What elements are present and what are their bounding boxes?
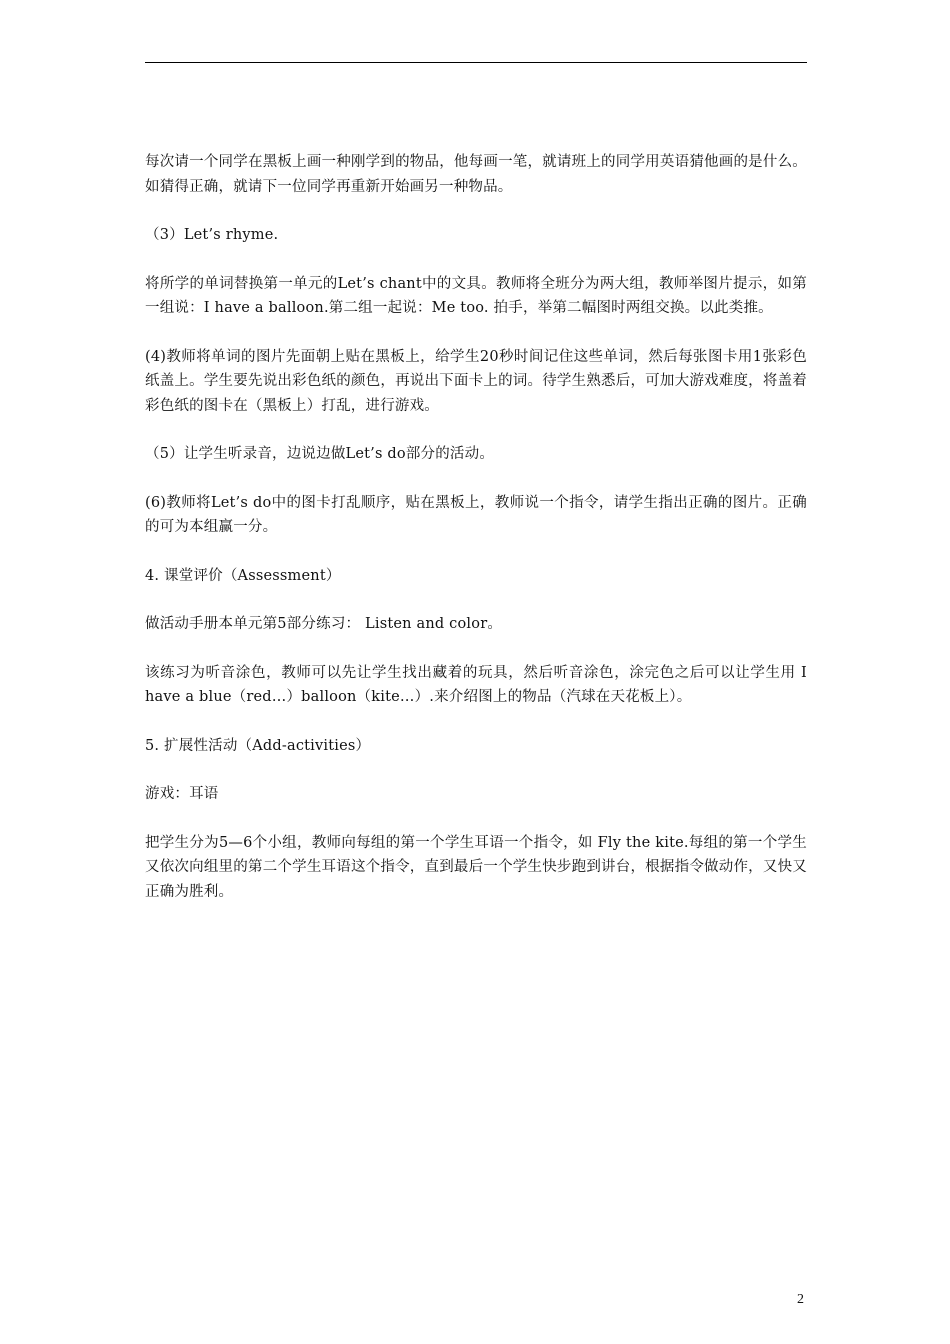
paragraph-listen-and-do: （5）让学生听录音，边说边做Let’s do部分的活动。 [145,446,495,462]
paragraph-lets-rhyme-heading: （3）Let’s rhyme. [145,227,279,243]
section-heading-add-activities: 5. 扩展性活动（Add-activities） [145,737,371,754]
header-rule [145,62,807,63]
paragraph-chant-activity: 将所学的单词替换第一单元的Let’s chant中的文具。教师将全班分为两大组，教师举图片提示，如第一组说：I have a balloon.第二组一起说：Me too. 拍手，举第二幅图时两组交换。以此类推。 [145,275,807,316]
paragraph-whisper-game-rules: 把学生分为5—6个小组，教师向每组的第一个学生耳语一个指令，如 Fly the kite.每组的第一个学生又依次向组里的第二个学生耳语这个指令，直到最后一个学生快步跑到讲台，根据指令做动作，又快又正确为胜利。 [145,834,807,900]
page-number: 2 [797,1292,804,1307]
section-heading-assessment: 4. 课堂评价（Assessment） [145,567,341,584]
paragraph-workbook-exercise: 做活动手册本单元第5部分练习： Listen and color。 [145,616,503,632]
paragraph-drawing-game: 每次请一个同学在黑板上画一种刚学到的物品，他每画一笔，就请班上的同学用英语猜他画的是什么。如猜得正确，就请下一位同学再重新开始画另一种物品。 [145,154,807,195]
paragraph-picture-order-game: (6)教师将Let’s do中的图卡打乱顺序，贴在黑板上，教师说一个指令，请学生指出正确的图片。正确的可为本组赢一分。 [145,494,807,535]
paragraph-whisper-game-title: 游戏：耳语 [145,786,219,802]
paragraph-color-card-game: (4)教师将单词的图片先面朝上贴在黑板上，给学生20秒时间记住这些单词，然后每张图卡用1张彩色纸盖上。学生要先说出彩色纸的颜色，再说出下面卡上的词。待学生熟悉后，可加大游戏难度，将盖着彩色纸的图卡在（黑板上）打乱，进行游戏。 [145,348,807,414]
paragraph-listen-and-color: 该练习为听音涂色，教师可以先让学生找出藏着的玩具，然后听音涂色，涂完色之后可以让学生用 I have a blue（red…）balloon（kite…）.来介绍图上的物品（汽球在天花板上）。 [145,664,807,705]
document-body [145,150,807,928]
